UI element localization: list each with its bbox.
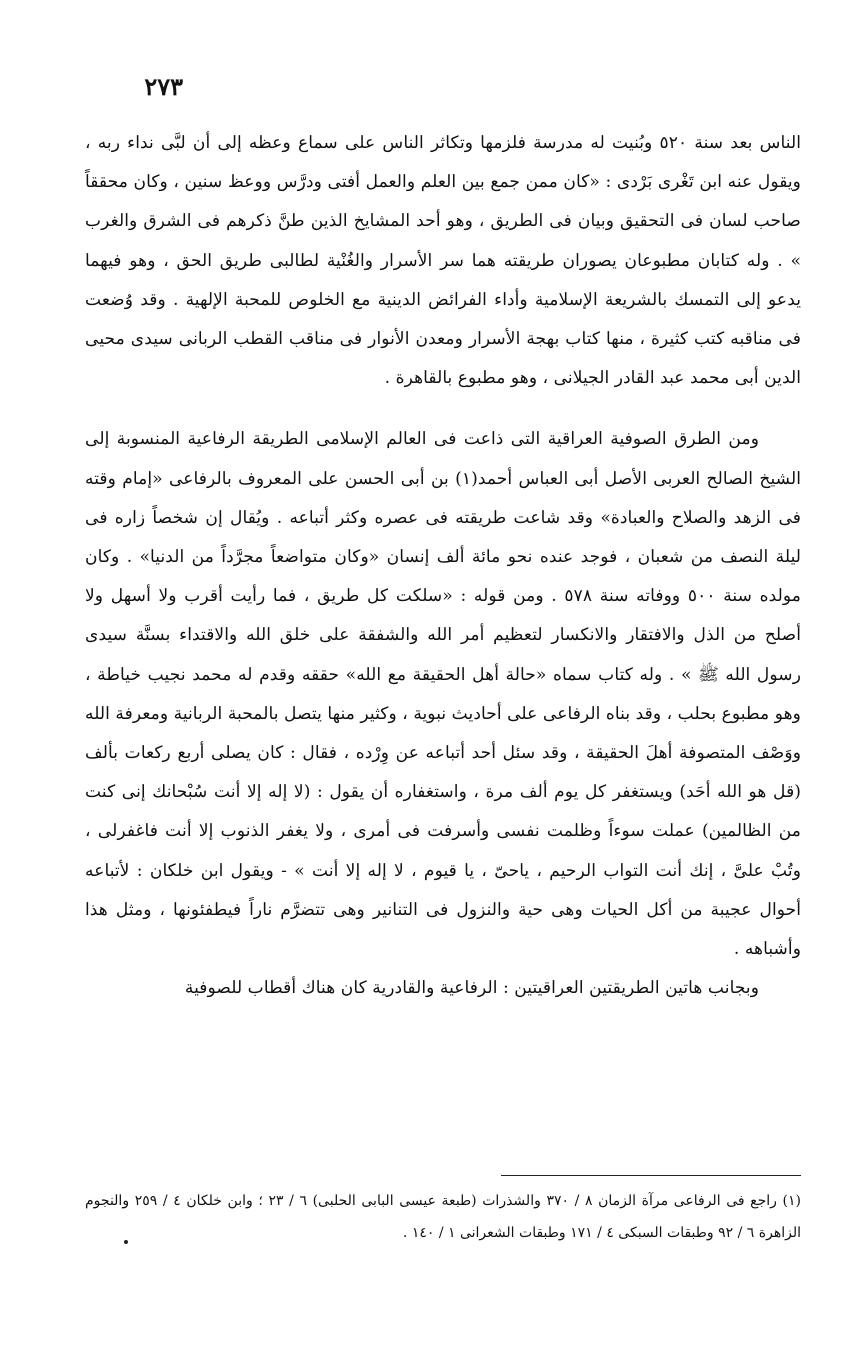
paragraph-continuation: الناس بعد سنة ٥٢٠ وبُنيت له مدرسة فلزمها وتكاثر الناس على سماع وعظه إلى أن لبَّى نداء ربه ، ويقول عنه ابن تَغْرى بَرْدى : «كان ممن جمع بين العلم والعمل أفتى ودرَّس ووعظ سنين ، وكان محققاً صاحب لسان فى التحقيق وبيان فى الطريق ، وهو أحد المشايخ الذين طنَّ ذكرهم فى الشرق والغرب » . وله كتابان مطبوعان يصوران طريقته هما سر الأسرار والغُنْية لطالبى طريق الحق ، وهو فيهما يدعو إلى التمسك بالشريعة الإسلامية وأداء الفرائض الدينية مع الخلوص للمحبة الإلهية . وقد وُضعت فى مناقبه كتب كثيرة ، منها كتاب بهجة الأسرار ومعدن الأنوار فى مناقب القطب الربانى سيدى محيى الدين أبى محمد عبد القادر الجيلانى ، وهو مطبوع بالقاهرة . <box>85 133 801 389</box>
margin-dot <box>124 1240 128 1244</box>
page-number: ٢٧٣ <box>144 72 183 101</box>
paragraph-closing: وبجانب هاتين الطريقتين العراقيتين : الرفاعية والقادرية كان هناك أقطاب للصوفية <box>184 978 759 999</box>
paragraph-rifaiyya: ومن الطرق الصوفية العراقية التى ذاعت فى العالم الإسلامى الطريقة الرفاعية المنسوبة إلى الشيخ الصالح العربى الأصل أبى العباس أحمد(١) بن أبى الحسن على المعروف بالرفاعى «إمام وقته فى الزهد والصلاح والعبادة» وقد شاعت طريقته فى عصره وكثر أتباعه . ويُقال إن شخصاً زاره فى ليلة النصف من شعبان ، فوجد عنده نحو مائة ألف إنسان «وكان متواضعاً مجرَّداً من الدنيا» . وكان مولده سنة ٥٠٠ ووفاته سنة ٥٧٨ . ومن قوله : «سلكت كل طريق ، فما رأيت أقرب ولا أسهل ولا أصلح من الذل والافتقار والانكسار لتعظيم أمر الله والشفقة على خلق الله والاقتداء بسنَّة سيدى رسول الله ﷺ » . وله كتاب سماه «حالة أهل الحقيقة مع الله» حققه وقدم له محمد نجيب خياطة ، وهو مطبوع بحلب ، وقد بناه الرفاعى على أحاديث نبوية ، وكثير منها يتصل بالمحبة الربانية ومعرفة الله ووَصْف المتصوفة أهلَ الحقيقة ، وقد سئل أحد أتباعه عن وِرْده ، فقال : كان يصلى أربع ركعات بألف (قل هو الله أحَد) ويستغفر كل يوم ألف مرة ، واستغفاره أن يقول : (لا إله إلا أنت سُبْحانك إنى كنت من الظالمين) عملت سوءاً وظلمت نفسى وأسرفت فى أمرى ، ولا يغفر الذنوب إلا أنت فاغفرلى ، وتُبْ علىَّ ، إنك أنت التواب الرحيم ، ياحىّ ، يا قيوم ، لا إله إلا أنت » - ويقول ابن خلكان : لأتباعه أحوال عجيبة من أكل الحيات وهى حية والنزول فى التنانير وهى تتضرَّم ناراً فيطفئونها ، ومثل هذا وأشباهه . <box>85 429 801 960</box>
footnote-divider <box>501 1175 801 1176</box>
footnotes <box>85 1185 801 1249</box>
footnote-1: (١) راجع فى الرفاعى مرآة الزمان ٨ / ٣٧٠ والشذرات (طبعة عيسى البابى الحلبى) ٦ / ٢٣ ؛ وابن خلكان ٤ / ٢٥٩ والنجوم الزاهرة ٦ / ٩٢ وطبقات السبكى ٤ / ١٧١ وطبقات الشعرانى ١ / ١٤٠ . <box>85 1193 802 1241</box>
main-text <box>85 124 801 1008</box>
